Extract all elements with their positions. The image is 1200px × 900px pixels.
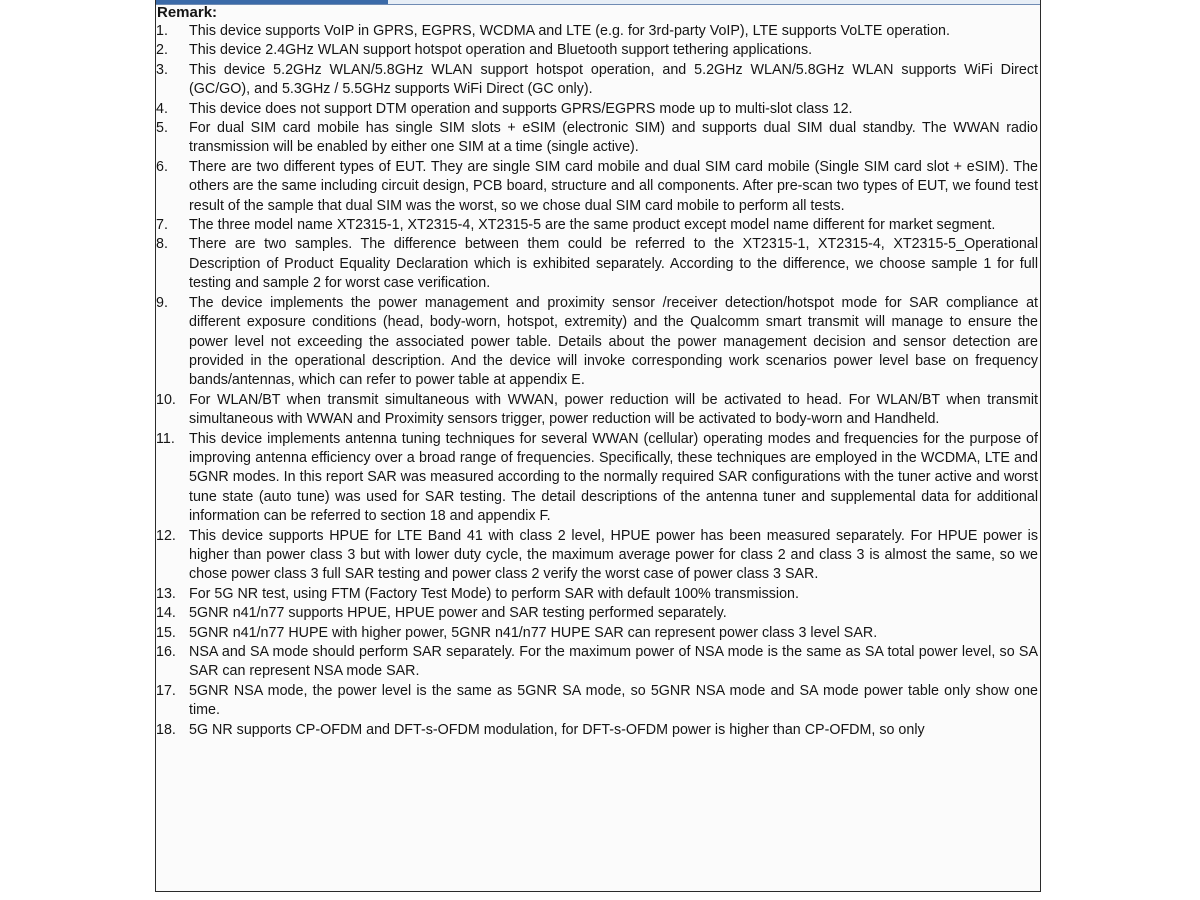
remark-item-6 [156, 158, 1040, 216]
remark-item-16 [156, 643, 1040, 682]
remark-item-12 [156, 527, 1040, 585]
remark-text: This device supports VoIP in GPRS, EGPRS, WCDMA and LTE (e.g. for 3rd-party VoIP), LTE supports VoLTE operation. [189, 23, 950, 39]
remark-text: 5GNR NSA mode, the power level is the same as 5GNR SA mode, so 5GNR NSA mode and SA mode power table only show one time. [189, 682, 1038, 719]
remark-item-3 [156, 61, 1040, 100]
remark-number: 5. [156, 120, 168, 137]
remark-item-5 [156, 119, 1040, 158]
remark-text: There are two different types of EUT. They are single SIM card mobile and dual SIM card mobile (Single SIM card slot + eSIM). The others are the same including circuit design, PCB board, structure and all components. After pre-scan two types of EUT, we found test result of the sample that dual SIM was the worst, so we chose dual SIM card mobile to perform all tests. [189, 158, 1038, 214]
remark-text: This device implements antenna tuning techniques for several WWAN (cellular) operating modes and frequencies for the purpose of improving antenna efficiency over a broad range of frequencies. Specifically, these techniques are employed in the WCDMA, LTE and 5GNR modes. In this report SAR was measured according to the normally required SAR configurations with the tuner active and worst tune state (auto tune) was used for SAR testing. The detail descriptions of the antenna tuner and supplemental data for additional information can be referred to section 18 and appendix F. [189, 430, 1038, 525]
remark-item-13 [156, 585, 1040, 604]
remark-text: The three model name XT2315-1, XT2315-4, XT2315-5 are the same product except model name different for market segment. [189, 217, 996, 234]
remark-number: 14. [156, 605, 176, 622]
remark-text: For 5G NR test, using FTM (Factory Test Mode) to perform SAR with default 100% transmission. [189, 585, 799, 602]
remark-number: 18. [156, 721, 176, 738]
remark-item-4 [156, 100, 1040, 119]
remark-text: The device implements the power management and proximity sensor /receiver detection/hotspot mode for SAR compliance at different exposure conditions (head, body-worn, hotspot, extremity) and the Qualcomm smart transmit will manage to ensure the power level not exceeding the associated power table. Details about the power management decision and sensor detection are provided in the operational description. And the device will invoke corresponding work scenarios power level base on frequency bands/antennas, which can refer to power table at appendix E. [189, 294, 1038, 389]
remark-number: 11. [156, 430, 175, 447]
remark-text: For WLAN/BT when transmit simultaneous with WWAN, power reduction will be activated to head. For WLAN/BT when transmit simultaneous with WWAN and Proximity sensors trigger, power reduction will be activated to body-worn and Handheld. [189, 391, 1038, 428]
remark-number: 10. [156, 391, 176, 408]
remark-item-1 [156, 22, 1040, 41]
remark-document-panel [155, 0, 1041, 892]
remark-item-10 [156, 391, 1040, 430]
remark-title: Remark: [157, 4, 218, 21]
remark-item-17 [156, 682, 1040, 721]
remark-item-8 [156, 235, 1040, 293]
remark-number: 4. [156, 100, 168, 117]
remark-number: 2. [156, 42, 168, 59]
remark-number: 6. [156, 158, 168, 175]
remark-number: 7. [156, 217, 168, 234]
remark-number: 13. [156, 585, 176, 602]
remark-text: 5G NR supports CP-OFDM and DFT-s-OFDM modulation, for DFT-s-OFDM power is higher than CP-OFDM, so only [189, 721, 925, 738]
remark-text: NSA and SA mode should perform SAR separately. For the maximum power of NSA mode is the same as SA total power level, so SA SAR can represent NSA mode SAR. [189, 644, 1038, 680]
remark-number: 3. [156, 61, 168, 78]
remark-item-7 [156, 216, 1040, 235]
remark-text: 5GNR n41/n77 HUPE with higher power, 5GNR n41/n77 HUPE SAR can represent power class 3 level SAR. [189, 624, 878, 641]
remark-item-14 [156, 604, 1040, 623]
remark-item-18 [156, 721, 1040, 740]
remark-item-9 [156, 294, 1040, 391]
table-header-strip [156, 0, 1040, 5]
remark-item-11 [156, 430, 1040, 527]
remark-number: 16. [156, 644, 176, 660]
remark-item-15 [156, 624, 1040, 643]
remark-text: This device 2.4GHz WLAN support hotspot operation and Bluetooth support tethering applications. [189, 42, 813, 59]
remark-item-2 [156, 41, 1040, 60]
remark-text: This device 5.2GHz WLAN/5.8GHz WLAN support hotspot operation, and 5.2GHz WLAN/5.8GHz WLAN supports WiFi Direct (GC/GO), and 5.3GHz / 5.5GHz supports WiFi Direct (GC only). [189, 61, 1038, 98]
remark-list [156, 22, 1040, 740]
remark-text: This device supports HPUE for LTE Band 41 with class 2 level, HPUE power has been measured separately. For HPUE power is higher than power class 3 but with lower duty cycle, the maximum average power for class 2 and class 3 is almost the same, so we chose power class 3 full SAR testing and power class 2 verify the worst case of power class 3 SAR. [189, 527, 1038, 583]
remark-number: 8. [156, 236, 168, 253]
remark-number: 1. [156, 23, 168, 39]
remark-number: 15. [156, 624, 176, 641]
remark-text: For dual SIM card mobile has single SIM slots + eSIM (electronic SIM) and supports dual SIM dual standby. The WWAN radio transmission will be enabled by either one SIM at a time (single active). [189, 120, 1038, 156]
remark-number: 12. [156, 527, 176, 544]
remark-text: 5GNR n41/n77 supports HPUE, HPUE power and SAR testing performed separately. [189, 605, 727, 622]
remark-number: 17. [156, 682, 176, 699]
remark-text: This device does not support DTM operation and supports GPRS/EGPRS mode up to multi-slot class 12. [189, 100, 853, 117]
remark-text: There are two samples. The difference between them could be referred to the XT2315-1, XT2315-4, XT2315-5_Operational Description of Product Equality Declaration which is exhibited separately. According to the difference, we choose sample 1 for full testing and sample 2 for worst case verification. [189, 236, 1038, 292]
remark-number: 9. [156, 294, 168, 311]
